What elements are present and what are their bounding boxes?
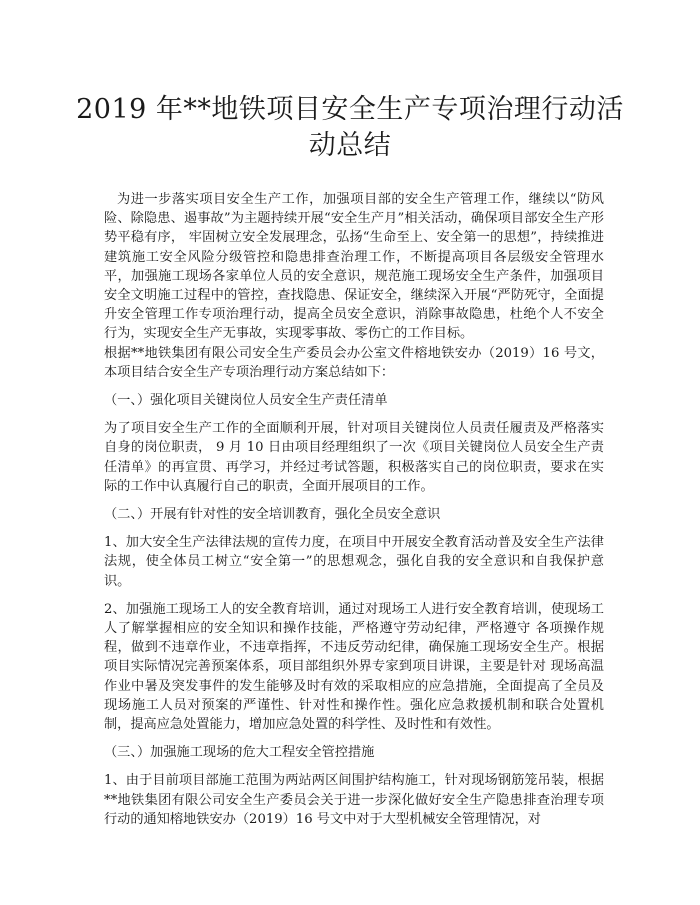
basis-paragraph: 根据**地铁集团有限公司安全生产委员会办公室文件榕地铁安办（2019）16 号文，本项目结合安全生产专项治理行动方案总结如下： (104, 345, 604, 380)
section-heading-1: （一、）强化项目关键岗位人员安全生产责任清单 (104, 393, 388, 409)
intro-paragraph: 为进一步落实项目安全生产工作，加强项目部的安全生产管理工作，继续以“防风险、除隐患、遏事故”为主题持续开展“安全生产月”相关活动，确保项目部安全生产形势平稳有序， 牢固树立安全发展理念，弘扬“生命至上、安全第一的思想”，持续推进建筑施工安全风险分级管控和隐患排查治理工作，不断提高项目各层级安全管理水平，加强施工现场各家单位人员的安全意识，规范施工现场安全生产条件，加强项目安全文明施工过程中的管控，查找隐患、保证安全，继续深入开展“严防死守，全面提升安全管理工作专项治理行动，提高全员安全意识，消除事故隐患，杜绝个人不安全行为，实现安全生产无事故，实现零事故、零伤亡的工作目标。 (104, 192, 604, 342)
section-3-item-1: 1、由于目前项目部施工范围为两站两区间围护结构施工，针对现场钢筋笼吊装，根据**地铁集团有限公司安全生产委员会关于进一步深化做好安全生产隐患排查治理专项行动的通知榕地铁安办（2019）16 号文中对于大型机械安全管理情况，对 (104, 773, 604, 827)
section-1-paragraph: 为了项目安全生产工作的全面顺利开展，针对项目关键岗位人员责任履责及严格落实自身的岗位职责， 9 月 10 日由项目经理组织了一次《项目关键岗位人员安全生产责任清单》的再宣贯、再学习，并经过考试答题，积极落实自己的岗位职责，要求在实际的工作中认真履行自己的职责，全面开展项目的工作。 (104, 421, 604, 494)
title-line-2: 动总结 (308, 130, 392, 161)
section-2-item-2: 2、加强施工现场工人的安全教育培训，通过对现场工人进行安全教育培训，使现场工人了解掌握相应的安全知识和操作技能，严格遵守劳动纪律，严格遵守 各项操作规程，做到不违章作业，不违章指挥，不违反劳动纪律，确保施工现场安全生产。根据项目实际情况完善预案体系，项目部组织外界专家到项目讲课，主要是针对 现场高温作业中暑及突发事件的发生能够及时有效的采取相应的应急措施，全面提高了全员及现场施工人员对预案的严谨性、针对性和操作性。强化应急救援机制和联合处置机制，提高应急处置能力，增加应急处置的科学性、及时性和有效性。 (104, 601, 604, 733)
section-heading-2: （二、）开展有针对性的安全培训教育，强化全员安全意识 (104, 507, 441, 523)
document-body (104, 190, 604, 829)
title-line-1: 2019 年**地铁项目安全生产专项治理行动活 (76, 94, 624, 125)
document-title (60, 92, 640, 164)
section-heading-3: （三、）加强施工现场的危大工程安全管控措施 (104, 745, 375, 761)
section-2-item-1: 1、加大安全生产法律法规的宣传力度，在项目中开展安全教育活动普及安全生产法律法规，使全体员工树立“安全第一”的思想观念，强化自我的安全意识和自我保护意识。 (104, 535, 604, 589)
